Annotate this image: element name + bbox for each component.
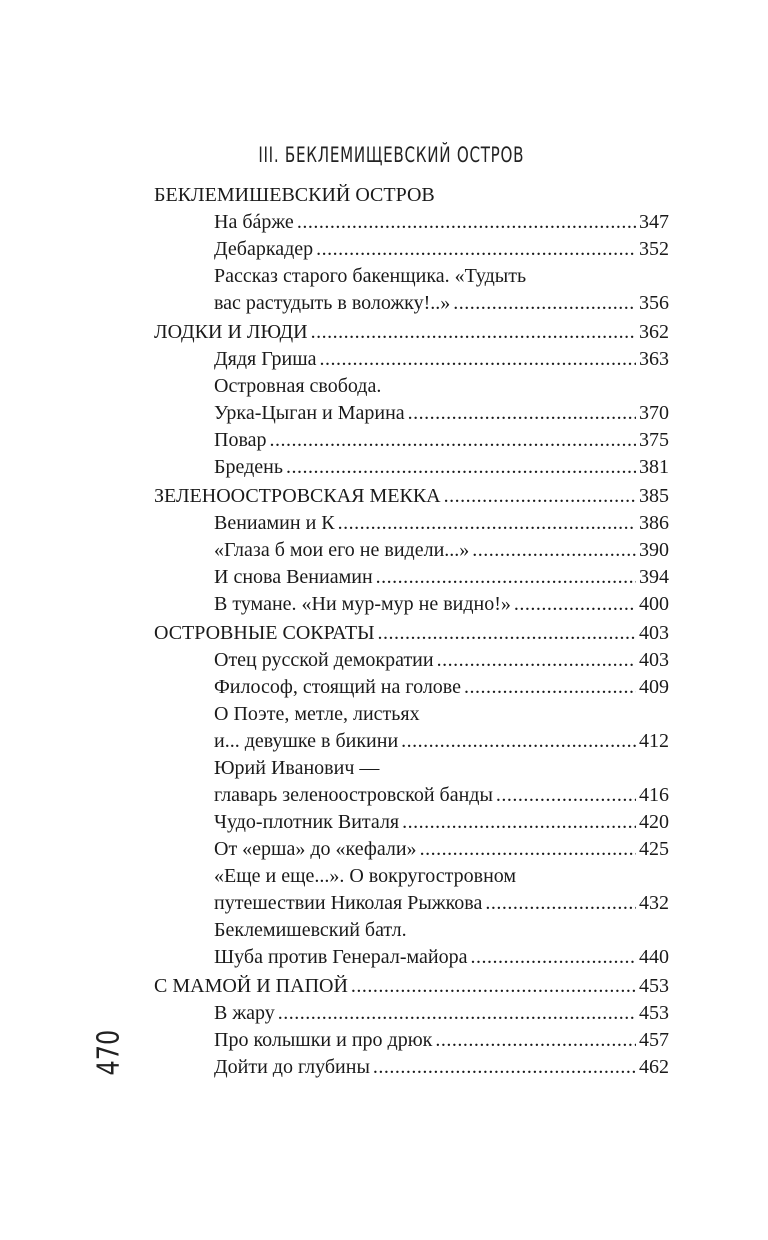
toc-entry-title: «Глаза б мои его не видели...» bbox=[214, 539, 470, 561]
dot-leader bbox=[408, 400, 636, 427]
toc-entry-title: и... девушке в бикини bbox=[214, 730, 399, 752]
toc-page-number: 432 bbox=[639, 892, 669, 914]
toc-section bbox=[154, 620, 669, 647]
toc-entry bbox=[154, 647, 669, 674]
toc-entry-title: Урка-Цыган и Марина bbox=[214, 402, 405, 424]
toc-page-number: 453 bbox=[639, 975, 669, 997]
toc-entry bbox=[154, 346, 669, 373]
toc-entry-title: главарь зеленоостровской банды bbox=[214, 784, 493, 806]
dot-leader bbox=[453, 290, 636, 317]
toc-page-number: 381 bbox=[639, 456, 669, 478]
toc-entry bbox=[154, 1027, 669, 1054]
toc-page-number: 375 bbox=[639, 429, 669, 451]
toc-entry-title: Философ, стоящий на голове bbox=[214, 676, 462, 698]
dot-leader bbox=[373, 1054, 636, 1081]
toc-entry-title: В жару bbox=[214, 1002, 275, 1024]
toc-section bbox=[154, 973, 669, 1000]
toc-entry-title-line: Островная свобода. bbox=[214, 375, 382, 397]
toc-entry-title: И снова Вениамин bbox=[214, 566, 373, 588]
toc-entry-title-line: О Поэте, метле, листьях bbox=[214, 703, 420, 725]
toc-entry bbox=[154, 564, 669, 591]
toc-page-number: 394 bbox=[639, 566, 669, 588]
toc-entry bbox=[154, 209, 669, 236]
dot-leader bbox=[270, 427, 637, 454]
toc-entry-title-line: Рассказ старого бакенщика. «Тудыть bbox=[214, 265, 527, 287]
dot-leader bbox=[444, 483, 636, 510]
dot-leader bbox=[351, 973, 636, 1000]
toc-page-number: 390 bbox=[639, 539, 669, 561]
toc-entry bbox=[154, 1054, 669, 1081]
dot-leader bbox=[378, 620, 636, 647]
toc-entry-title: В тумане. «Ни мур-мур не видно!» bbox=[214, 593, 511, 615]
dot-leader bbox=[435, 1027, 636, 1054]
toc-entry bbox=[154, 427, 669, 454]
dot-leader bbox=[514, 591, 636, 618]
toc-entry-title: ЛОДКИ И ЛЮДИ bbox=[154, 321, 308, 343]
dot-leader bbox=[316, 236, 636, 263]
toc-entry bbox=[154, 537, 669, 564]
toc-entry bbox=[154, 701, 669, 755]
toc-entry-title: От «ерша» до «кефали» bbox=[214, 838, 417, 860]
toc-section bbox=[154, 483, 669, 510]
toc-entry bbox=[154, 755, 669, 809]
dot-leader bbox=[437, 647, 636, 674]
toc-page-number: 440 bbox=[639, 946, 669, 968]
dot-leader bbox=[402, 809, 636, 836]
toc-page-number: 409 bbox=[639, 676, 669, 698]
toc-page-number: 412 bbox=[639, 730, 669, 752]
toc-entry-title: Дебаркадер bbox=[214, 238, 314, 260]
toc-entry-title: Вениамин и К bbox=[214, 512, 335, 534]
toc-entry-title: С МАМОЙ И ПАПОЙ bbox=[154, 975, 348, 997]
toc-page-number: 347 bbox=[639, 211, 669, 233]
toc-page-number: 457 bbox=[639, 1029, 669, 1051]
toc-section bbox=[154, 319, 669, 346]
dot-leader bbox=[464, 674, 636, 701]
toc-page-number: 400 bbox=[639, 593, 669, 615]
toc-entry-title: Про колышки и про дрюк bbox=[214, 1029, 433, 1051]
table-of-contents bbox=[154, 180, 669, 1081]
toc-page-number: 453 bbox=[639, 1002, 669, 1024]
toc-entry bbox=[154, 454, 669, 481]
toc-page-number: 356 bbox=[639, 292, 669, 314]
toc-page-number: 352 bbox=[639, 238, 669, 260]
toc-entry-title: вас растудыть в воложку!..» bbox=[214, 292, 451, 314]
dot-leader bbox=[401, 728, 636, 755]
toc-entry-title: На бáрже bbox=[214, 211, 294, 233]
toc-page-number: 370 bbox=[639, 402, 669, 424]
toc-page-number: 420 bbox=[639, 811, 669, 833]
toc-page-number: 403 bbox=[639, 622, 669, 644]
dot-leader bbox=[470, 944, 636, 971]
toc-entry-title: Повар bbox=[214, 429, 267, 451]
dot-leader bbox=[420, 836, 636, 863]
dot-leader bbox=[338, 510, 636, 537]
part-title: III. БЕКЛЕМИЩЕВСКИЙ ОСТРОВ bbox=[258, 143, 525, 167]
toc-entry-title: ОСТРОВНЫЕ СОКРАТЫ bbox=[154, 622, 375, 644]
dot-leader bbox=[311, 319, 636, 346]
toc-entry-title: Дядя Гриша bbox=[214, 348, 317, 370]
toc-entry bbox=[154, 510, 669, 537]
toc-entry bbox=[154, 863, 669, 917]
toc-entry bbox=[154, 373, 669, 427]
dot-leader bbox=[278, 1000, 636, 1027]
toc-entry-title: Дойти до глубины bbox=[214, 1056, 370, 1078]
toc-page-number: 403 bbox=[639, 649, 669, 671]
page-number: 470 bbox=[91, 1029, 127, 1076]
toc-entry-title: Чудо-плотник Виталя bbox=[214, 811, 400, 833]
toc-page-number: 462 bbox=[639, 1056, 669, 1078]
toc-page-number: 363 bbox=[639, 348, 669, 370]
toc-entry bbox=[154, 674, 669, 701]
toc-page-number: 416 bbox=[639, 784, 669, 806]
toc-entry-title-line: Беклемишевский батл. bbox=[214, 919, 407, 941]
toc-entry-title: Отец русской демократии bbox=[214, 649, 434, 671]
toc-entry bbox=[154, 917, 669, 971]
toc-entry-title: путешествии Николая Рыжкова bbox=[214, 892, 483, 914]
toc-entry-title: Бредень bbox=[214, 456, 283, 478]
dot-leader bbox=[297, 209, 636, 236]
toc-entry bbox=[154, 836, 669, 863]
toc-page-number: 362 bbox=[639, 321, 669, 343]
toc-page-number: 385 bbox=[639, 485, 669, 507]
toc-page-number: 425 bbox=[639, 838, 669, 860]
toc-entry bbox=[154, 809, 669, 836]
dot-leader bbox=[376, 564, 636, 591]
toc-page-number: 386 bbox=[639, 512, 669, 534]
toc-entry-title-line: Юрий Иванович — bbox=[214, 757, 380, 779]
toc-entry bbox=[154, 591, 669, 618]
dot-leader bbox=[485, 890, 636, 917]
toc-entry-title: БЕКЛЕМИШЕВСКИЙ ОСТРОВ bbox=[154, 184, 435, 206]
dot-leader bbox=[286, 454, 636, 481]
toc-entry-title-line: «Еще и еще...». О вокругостровном bbox=[214, 865, 517, 887]
toc-entry bbox=[154, 263, 669, 317]
toc-entry-title: Шуба против Генерал-майора bbox=[214, 946, 468, 968]
dot-leader bbox=[472, 537, 636, 564]
toc-entry-title: ЗЕЛЕНООСТРОВСКАЯ МЕККА bbox=[154, 485, 441, 507]
toc-entry bbox=[154, 236, 669, 263]
dot-leader bbox=[496, 782, 636, 809]
toc-section bbox=[154, 182, 669, 209]
dot-leader bbox=[320, 346, 637, 373]
toc-entry bbox=[154, 1000, 669, 1027]
